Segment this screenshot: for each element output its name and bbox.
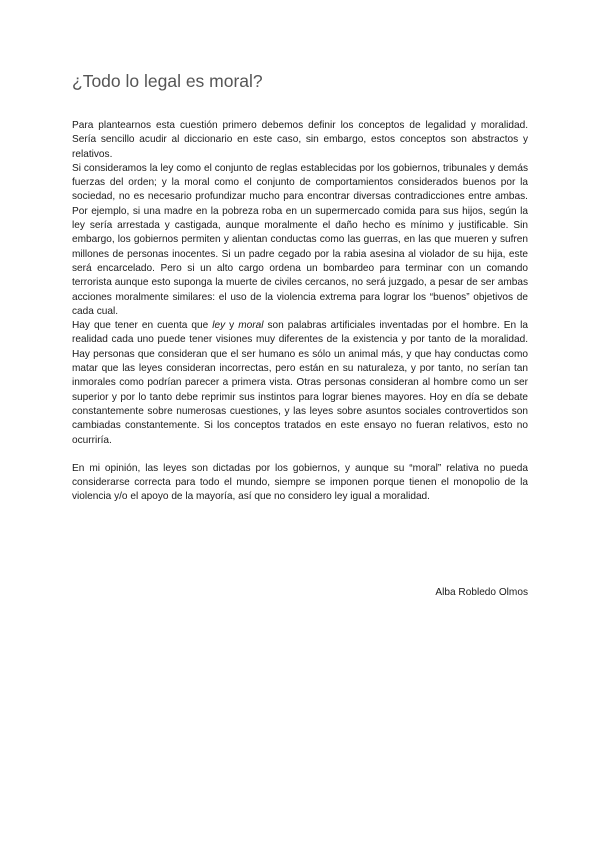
- paragraph-4: En mi opinión, las leyes son dictadas por los gobiernos, y aunque su “moral” relativa no pueda considerarse correcta para todo el mundo, siempre se imponen porque tienen el monopolio de la violencia y/o el apoyo de la mayoría, así que no considero ley igual a moralidad.: [72, 462, 528, 503]
- paragraph-3-mid: y: [225, 320, 239, 332]
- paragraph-3-start: Hay que tener en cuenta que: [72, 320, 213, 332]
- paragraph-1: Para plantearnos esta cuestión primero debemos definir los conceptos de legalidad y moralidad. Sería sencillo acudir al diccionario en este caso, sin embargo, estos conceptos son abstractos y relativos.: [72, 120, 528, 160]
- emphasis-ley: ley: [212, 320, 226, 332]
- paragraph-2: Si consideramos la ley como el conjunto de reglas establecidas por los gobiernos, tribunales y demás fuerzas del orden; y la moral como el conjunto de comportamientos considerados buenos por la sociedad, no es necesario profundizar mucho para encontrar diversas contradicciones entre ambas. Por ejemplo, si una madre en la pobreza roba en un supermercado comida para sus hijos, según la ley sería arrestada y castigada, aunque moralmente el daño hecho es mínimo y justificable. Sin embargo, los gobiernos permiten y alientan conductas como las guerras, en las que mueren y sufren millones de personas inocentes. Si un padre cegado por la rabia asesina al violador de su hija, este será encarcelado. Pero si un alto cargo ordena un bombardeo para terminar con un comando terrorista aunque esto suponga la muerte de civiles cercanos, no será juzgado, a pesar de ser ambas acciones moralmente similares: el uso de la violencia extrema para lograr los “buenos” objetivos de cada cual.: [72, 162, 528, 317]
- paragraph-3-rest: son palabras artificiales inventadas por el hombre. En la realidad cada uno puede tener visiones muy diferentes de la existencia y por tanto de la moralidad. Hay personas que consideran que el ser humano es sólo un animal más, y que hay conductas como matar que las leyes consideran incorrectas, pero están en su naturaleza, y por tanto, no serían tan inmorales como podrían parecer a primera vista. Otras personas consideran al hombre como un ser superior y por lo tanto debe reprimir sus instintos para lograr bienes mayores. Hoy en día se debate constantemente sobre numerosas cuestiones, y las leyes sobre asuntos sociales controvertidos son cambiadas constantemente. Si los conceptos tratados en este ensayo no fueran relativos, esto no ocurriría.: [72, 320, 528, 446]
- paragraph-spacer: [72, 448, 528, 462]
- author-signature: Alba Robledo Olmos: [435, 587, 528, 598]
- document-body: [72, 119, 528, 505]
- document-title: ¿Todo lo legal es moral?: [72, 71, 263, 91]
- paragraph-3: [72, 319, 528, 448]
- emphasis-moral: moral: [238, 320, 264, 332]
